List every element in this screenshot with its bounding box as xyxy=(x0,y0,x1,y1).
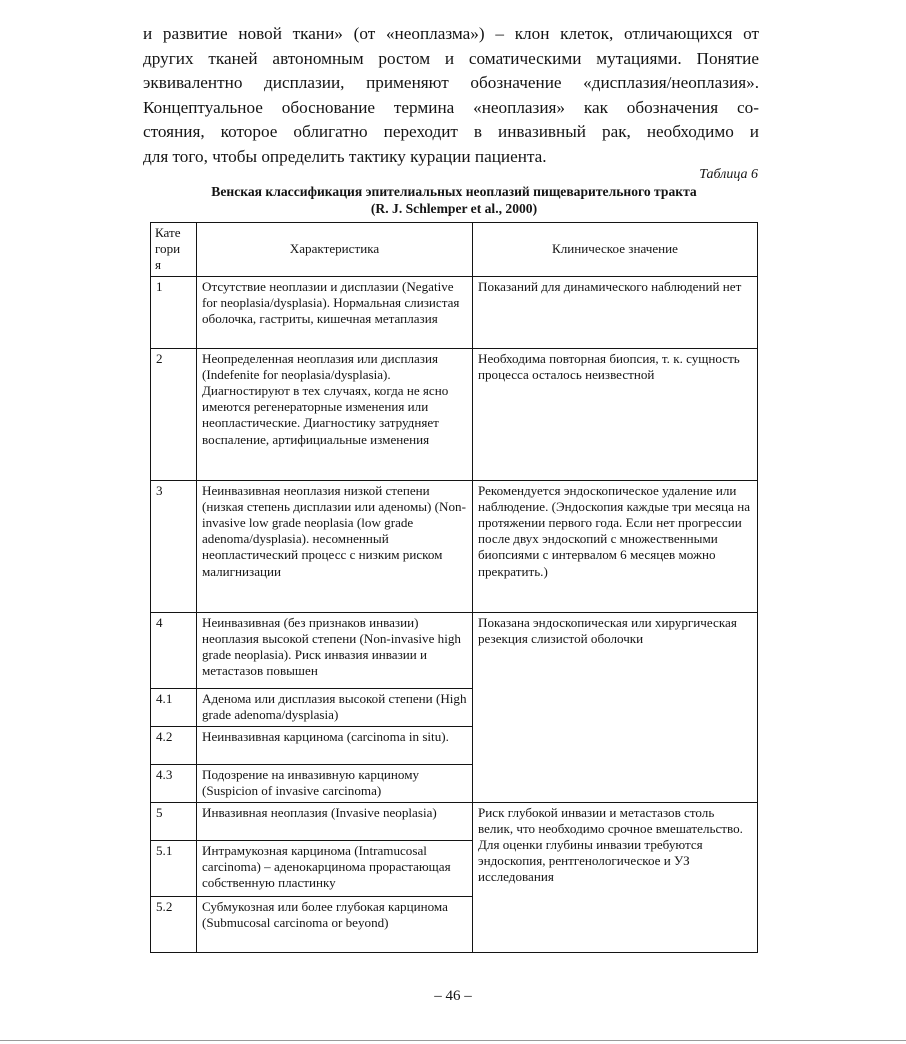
row-clinical: Показаний для динамического наблюдений нет xyxy=(473,276,758,348)
row-characteristic: Инвазивная неоплазия (Invasive neoplasia) xyxy=(197,802,473,840)
intro-line: стояния, которое облигатно переходит в инвазивный рак, необходимо и xyxy=(143,122,759,141)
header-category-text: Категория xyxy=(155,225,181,273)
row-category: 5.1 xyxy=(151,840,197,896)
intro-paragraph xyxy=(143,22,759,169)
row-characteristic: Субмукозная или более глубокая карцинома (Submucosal carcinoma or beyond) xyxy=(197,896,473,952)
table-header-row xyxy=(151,223,758,277)
row-clinical: Рекомендуется эндоскопическое удаление или наблюдение. (Эндоскопия каждые три месяца на протяжении первого года. Если нет прогрессии после двух эндоскопий с множественными биопсиями с интервалом 6 месяцев можно прекратить.) xyxy=(473,480,758,612)
table-row xyxy=(151,276,758,348)
row-clinical: Риск глубокой инвазии и метастазов столь велик, что необходимо срочное вмешательство. Для оценки глубины инвазии требуются эндоскопия, рентгенологическое и УЗ исследования xyxy=(473,802,758,952)
row-category: 4.1 xyxy=(151,688,197,726)
table-title xyxy=(150,183,758,217)
row-clinical: Необходима повторная биопсия, т. к. сущность процесса осталось неизвестной xyxy=(473,348,758,480)
table-row xyxy=(151,612,758,688)
table-row xyxy=(151,348,758,480)
row-characteristic: Интрамукозная карцинома (Intramucosal carcinoma) – аденокарцинома прорастающая собственную пластинку xyxy=(197,840,473,896)
intro-line: Концептуальное обоснование термина «неоплазия» как обозначения со- xyxy=(143,97,759,117)
table-title-line: (R. J. Schlemper et al., 2000) xyxy=(370,201,538,216)
row-category: 4 xyxy=(151,612,197,688)
table-row xyxy=(151,802,758,840)
row-characteristic: Аденома или дисплазия высокой степени (High grade adenoma/dysplasia) xyxy=(197,688,473,726)
vienna-classification-table xyxy=(150,222,758,953)
row-category: 5.2 xyxy=(151,896,197,952)
row-category: 1 xyxy=(151,276,197,348)
row-characteristic: Подозрение на инвазивную карциному (Suspicion of invasive carcinoma) xyxy=(197,764,473,802)
header-characteristic: Характеристика xyxy=(197,223,473,277)
row-category: 2 xyxy=(151,348,197,480)
row-characteristic: Неинвазивная (без признаков инвазии) неоплазия высокой степени (Non-invasive high grade neoplasia). Риск инвазия инвазии и метастазов повышен xyxy=(197,612,473,688)
bottom-rule xyxy=(0,1040,906,1041)
row-characteristic: Неопределенная неоплазия или дисплазия (Indefenite for neoplasia/dysplasia). Диагностируют в тех случаях, когда не ясно имеются регенераторные изменения или неопластические. Диагностику затрудняет воспаление, артифициальные изменения xyxy=(197,348,473,480)
row-characteristic: Неинвазивная неоплазия низкой степени (низкая степень дисплазии или аденомы) (Non-invasive low grade neoplasia (low grade adenoma/dysplasia). несомненный неопластический процесс с низким риском малигнизации xyxy=(197,480,473,612)
table-label: Таблица 6 xyxy=(699,167,758,182)
table-row xyxy=(151,480,758,612)
row-category: 5 xyxy=(151,802,197,840)
intro-line: и развитие новой ткани» (от «неоплазма») – клон клеток, отличающихся от xyxy=(143,24,759,43)
page-number: – 46 – xyxy=(434,988,472,1004)
intro-line: для того, чтобы определить тактику курации пациента. xyxy=(143,146,547,166)
row-category: 4.3 xyxy=(151,764,197,802)
row-characteristic: Неинвазивная карцинома (carcinoma in situ). xyxy=(197,726,473,764)
header-category xyxy=(151,223,197,277)
header-clinical: Клиническое значение xyxy=(473,223,758,277)
row-category: 4.2 xyxy=(151,726,197,764)
row-characteristic: Отсутствие неоплазии и дисплазии (Negative for neoplasia/dysplasia). Нормальная слизистая оболочка, гастриты, кишечная метаплазия xyxy=(197,276,473,348)
row-category: 3 xyxy=(151,480,197,612)
table-title-line: Венская классификация эпителиальных неоплазий пищеварительного тракта xyxy=(211,184,697,199)
intro-line: других тканей автономным ростом и соматическими мутациями. Понятие xyxy=(143,48,759,68)
intro-line: эквивалентно дисплазии, применяют обозначение «дисплазия/неоплазия». xyxy=(143,73,759,92)
row-clinical: Показана эндоскопическая или хирургическая резекция слизистой оболочки xyxy=(473,612,758,802)
